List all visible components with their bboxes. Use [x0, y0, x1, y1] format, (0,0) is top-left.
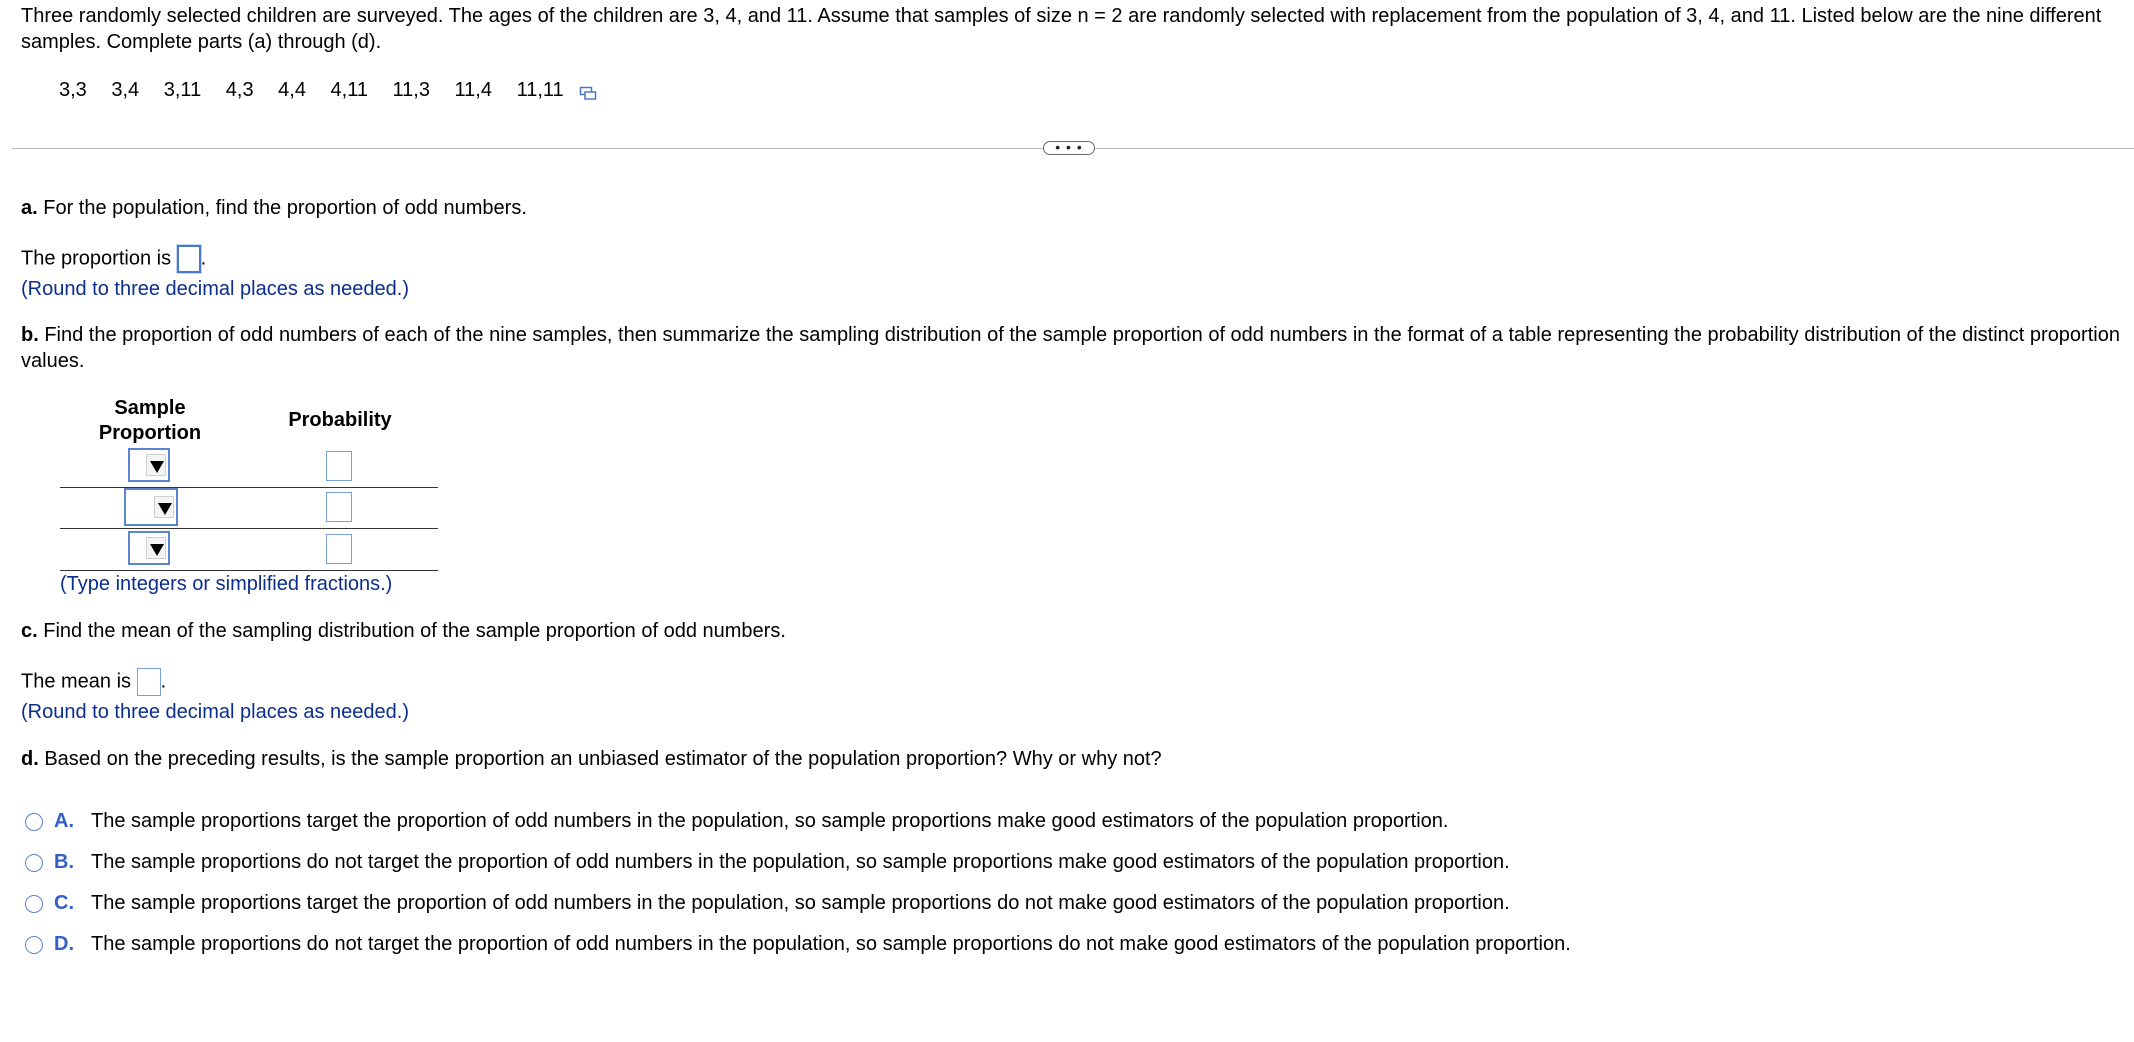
option-c-radio[interactable] [25, 895, 43, 913]
chevron-down-icon [146, 537, 166, 559]
sample-item: 11,11 [516, 79, 564, 101]
part-c-question [21, 618, 786, 644]
col-header-line2: Proportion [98, 422, 202, 444]
option-b-letter[interactable]: B. [54, 851, 74, 873]
sample-item: 3,3 [59, 79, 87, 101]
part-b-letter: b. [21, 324, 39, 346]
proportion-period: . [200, 247, 207, 270]
option-c-letter[interactable]: C. [54, 892, 74, 914]
sample-proportion-dropdown-2[interactable] [124, 488, 178, 526]
col-header-sample-proportion [80, 396, 220, 446]
chevron-down-icon [146, 454, 166, 476]
copy-data-icon[interactable] [579, 82, 597, 98]
option-d-radio[interactable] [25, 936, 43, 954]
sample-proportion-dropdown-3[interactable] [128, 531, 170, 565]
problem-statement: Three randomly selected children are surveyed. The ages of the children are 3, 4, and 11. Assume that samples of size n = 2 are randomly selected with replacement from the population of 3, 4, and 11. Listed below are the nine different samples. Complete parts (a) through (d). [21, 5, 2102, 53]
part-a-text: For the population, find the proportion of odd numbers. [37, 197, 527, 219]
part-a-question [21, 195, 527, 221]
sample-item: 4,11 [330, 79, 368, 101]
col-header-line1: Sample [114, 397, 186, 419]
probability-input-3[interactable] [326, 534, 352, 564]
table-row-divider [60, 487, 438, 488]
probability-input-1[interactable] [326, 451, 352, 481]
mean-label: The mean is [21, 670, 132, 693]
part-a-hint: (Round to three decimal places as needed.) [21, 278, 410, 300]
sample-proportion-dropdown-1[interactable] [128, 448, 170, 482]
expand-more-button[interactable]: • • • [1043, 141, 1095, 155]
sample-item: 3,11 [163, 79, 202, 101]
sample-item: 4,4 [278, 79, 306, 101]
option-c-text[interactable]: The sample proportions target the proportion of odd numbers in the population, so sample proportions do not make good estimators of the population proportion. [91, 892, 1510, 914]
sample-item: 3,4 [111, 79, 140, 101]
part-d-letter: d. [21, 748, 39, 770]
part-c-text: Find the mean of the sampling distribution of the sample proportion of odd numbers. [37, 620, 786, 642]
sample-item: 11,3 [392, 79, 430, 101]
samples-list [59, 77, 597, 103]
part-b-hint: (Type integers or simplified fractions.) [60, 573, 393, 595]
mean-period: . [160, 670, 167, 693]
part-b-question [21, 322, 2121, 374]
part-c-answer-line [21, 668, 166, 696]
option-b-radio[interactable] [25, 854, 43, 872]
part-a-answer-line [21, 245, 206, 273]
option-a-radio[interactable] [25, 813, 43, 831]
part-a-letter: a. [21, 197, 38, 219]
option-d-text[interactable]: The sample proportions do not target the proportion of odd numbers in the population, so sample proportions do not make good estimators of the population proportion. [91, 933, 1571, 955]
table-row-divider [60, 528, 438, 529]
part-c-letter: c. [21, 620, 38, 642]
part-c-hint: (Round to three decimal places as needed.) [21, 701, 410, 723]
proportion-input[interactable] [177, 245, 201, 273]
col-header-probability: Probability [288, 409, 392, 431]
chevron-down-icon [154, 496, 174, 518]
option-a-text[interactable]: The sample proportions target the proportion of odd numbers in the population, so sample proportions make good estimators of the population proportion. [91, 810, 1449, 832]
mean-input[interactable] [137, 668, 161, 696]
part-d-question [21, 746, 1162, 772]
proportion-label: The proportion is [21, 247, 172, 270]
sample-item: 4,3 [225, 79, 254, 101]
part-b-text: Find the proportion of odd numbers of each of the nine samples, then summarize the sampling distribution of the sample proportion of odd numbers in the format of a table representing the probability distribution of the distinct proportion values. [21, 324, 2120, 372]
sample-item: 11,4 [454, 79, 492, 101]
option-a-letter[interactable]: A. [54, 810, 74, 832]
option-b-text[interactable]: The sample proportions do not target the proportion of odd numbers in the population, so sample proportions make good estimators of the population proportion. [91, 851, 1510, 873]
part-d-text: Based on the preceding results, is the sample proportion an unbiased estimator of the population proportion? Why or why not? [38, 748, 1162, 770]
probability-input-2[interactable] [326, 492, 352, 522]
option-d-letter[interactable]: D. [54, 933, 74, 955]
